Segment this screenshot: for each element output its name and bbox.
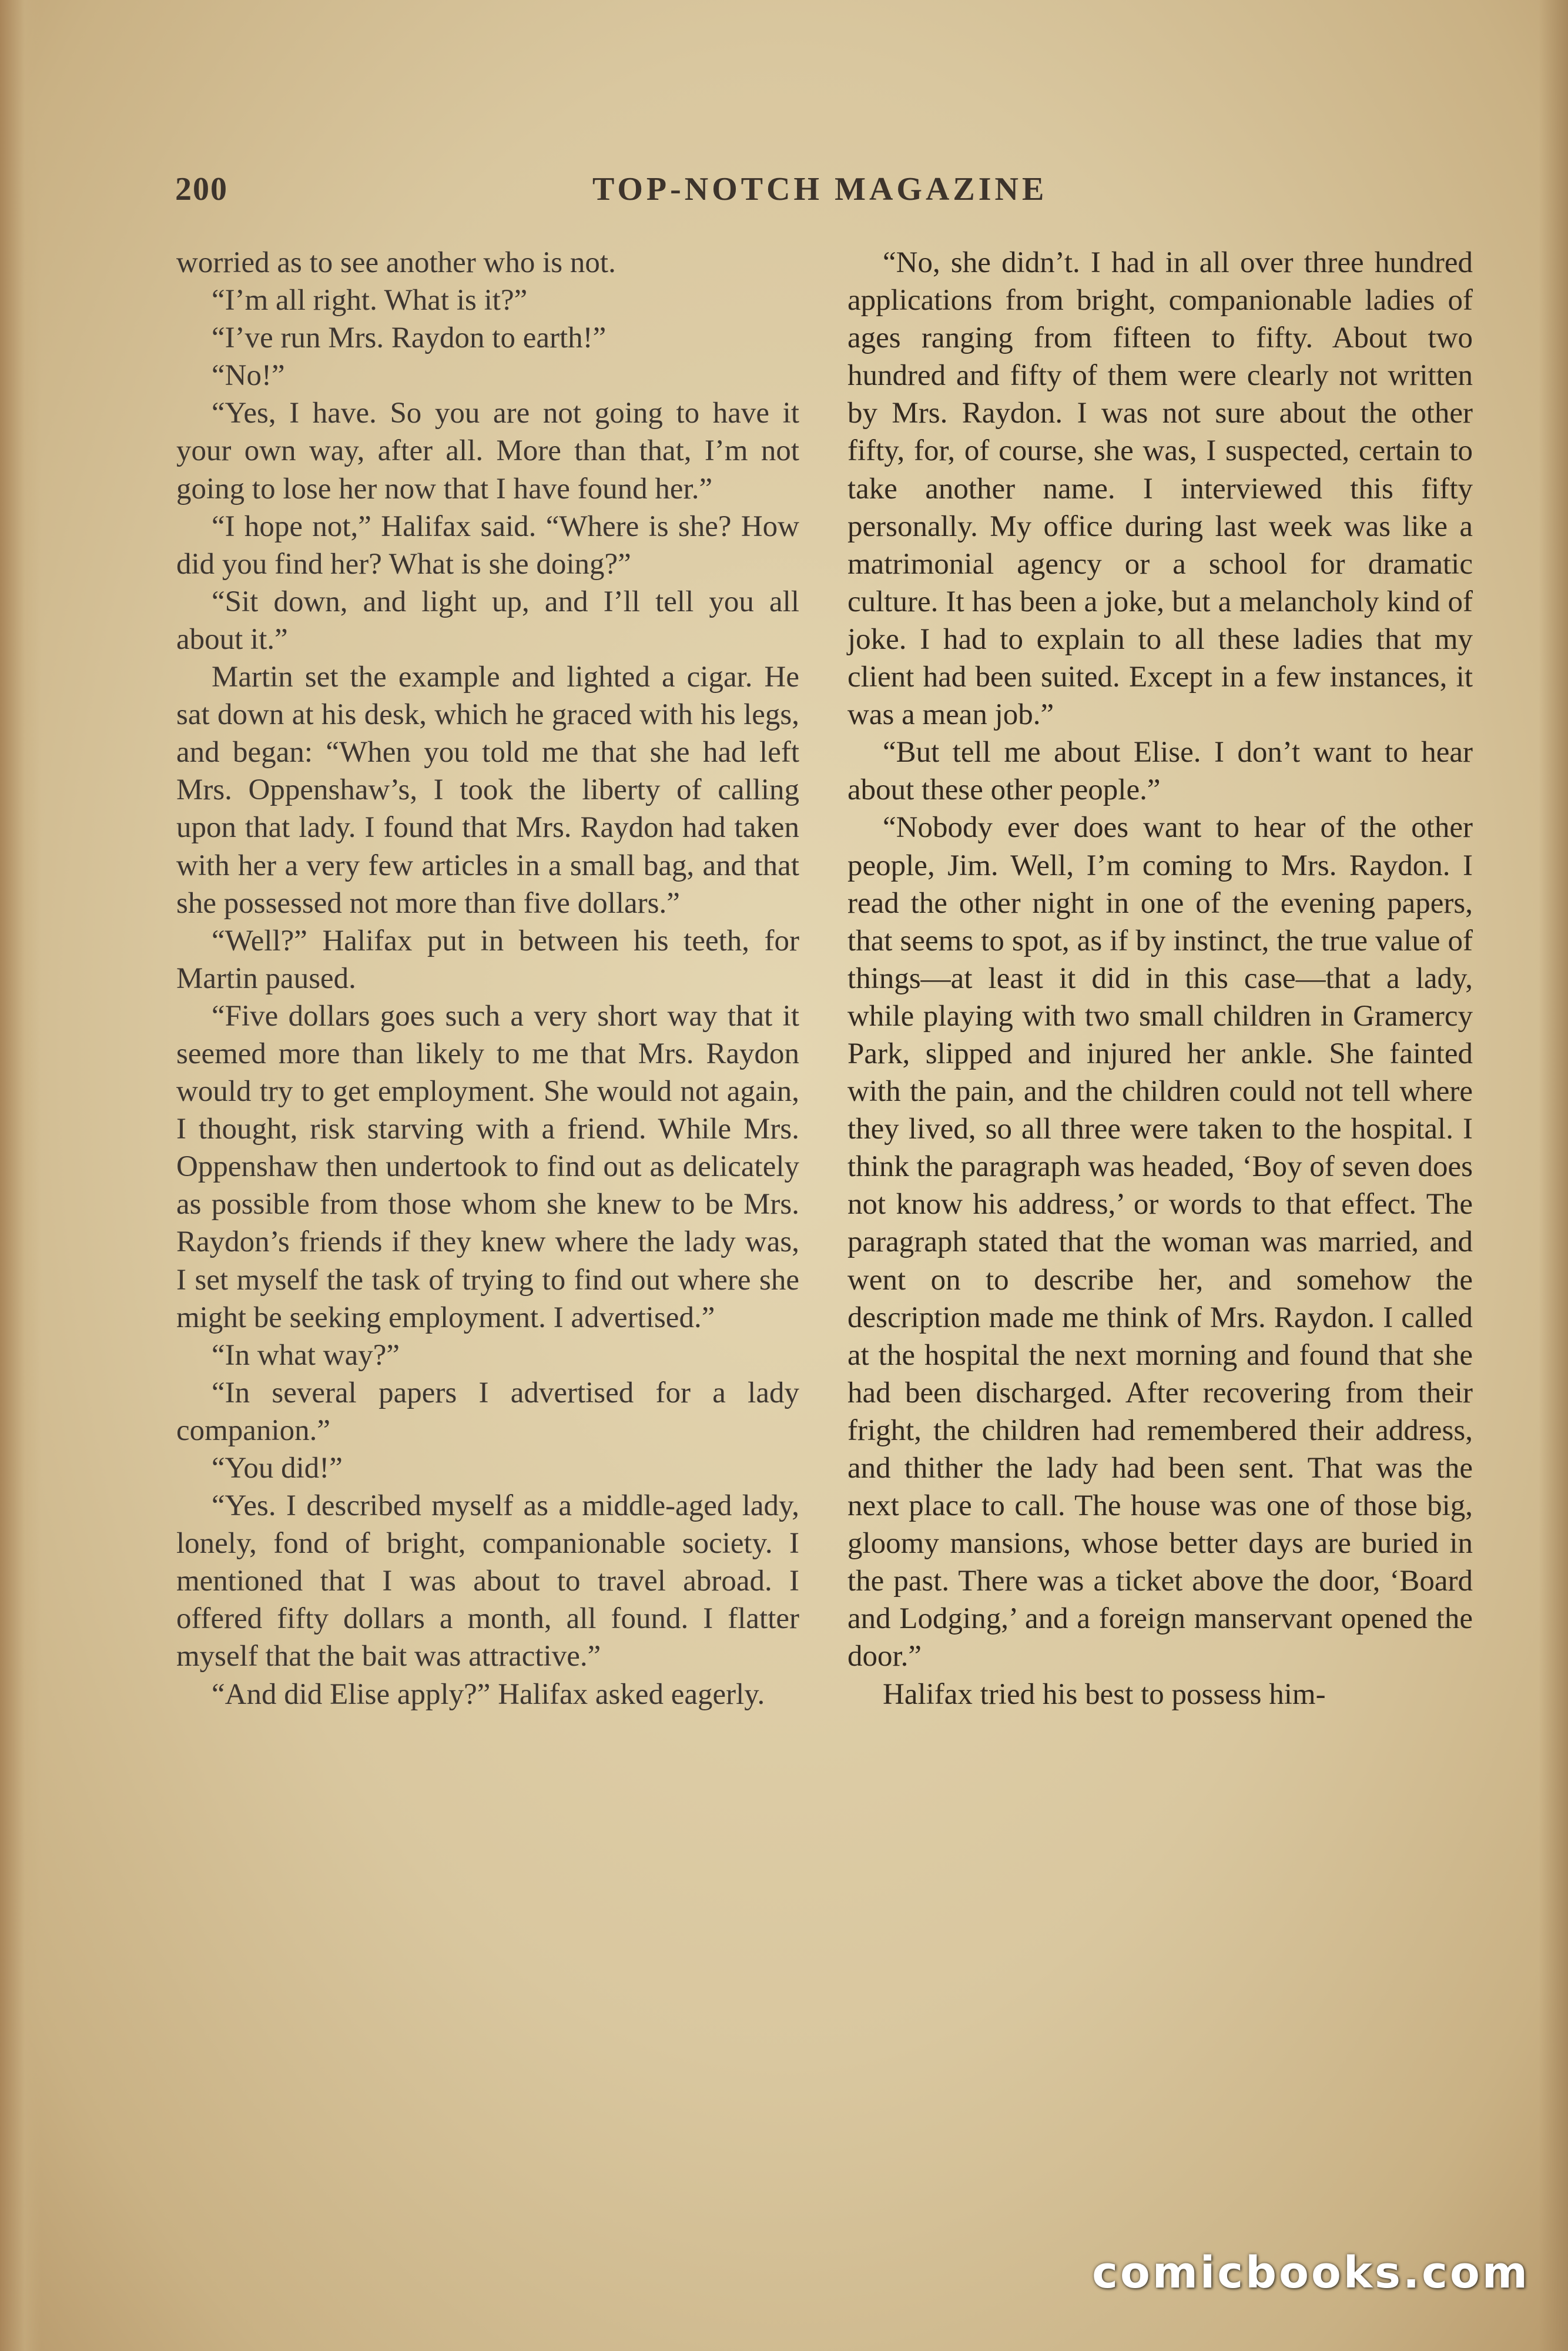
paragraph: “But tell me about Elise. I don’t want to hear about these other people.” [847, 736, 1473, 807]
right-text-column [847, 244, 1473, 1713]
page-header [175, 170, 1474, 223]
page-edge-shadow-right [1539, 0, 1568, 2351]
paragraph: “I’ve run Mrs. Raydon to earth!” [212, 321, 607, 355]
paragraph: “You did!” [212, 1452, 343, 1485]
paragraph: “Yes, I have. So you are not going to have it your own way, after all. More than that, I’m not going to lose her now that I have found her.” [176, 397, 799, 505]
paragraph: worried as to see another who is not. [176, 246, 616, 279]
paragraph: “I’m all right. What is it?” [212, 284, 528, 317]
paragraph: “I hope not,” Halifax said. “Where is she? How did you find her? What is she doing?” [176, 510, 799, 581]
paragraph: “Nobody ever does want to hear of the other people, Jim. Well, I’m coming to Mrs. Raydon. I read the other night in one of the evening papers, that seems to spot, as if by instinct, the true value of things—at least it did in this case—that a lady, while playing with two small children in Gramercy Park, slipped and injured her ankle. She fainted with the pain, and the children could not tell where they lived, so all three were taken to the hospital. I think the paragraph was headed, ‘Boy of seven does not know his address,’ or words to that effect. The paragraph stated that the woman was married, and went on to describe her, and somehow the description made me think of Mrs. Raydon. I called at the hospital the next morning and found that she had been discharged. After recovering from their fright, the children had remembered their address, and thither the lady had been sent. That was the next place to call. The house was one of those big, gloomy mansions, whose better days are buried in the past. There was a ticket above the door, ‘Board and Lodging,’ and a foreign manservant opened the door.” [847, 811, 1473, 1673]
page-edge-shadow-left [0, 0, 41, 2351]
paragraph: “In several papers I advertised for a lady companion.” [176, 1376, 799, 1447]
watermark: comicbooks.com [1092, 2248, 1530, 2298]
running-head: TOP-NOTCH MAGAZINE [592, 171, 1048, 207]
left-text-column [176, 244, 799, 1713]
paragraph: “No!” [212, 359, 285, 393]
paragraph: “Well?” Halifax put in between his teeth, for Martin paused. [176, 924, 799, 995]
paragraph: “And did Elise apply?” Halifax asked eagerly. [212, 1677, 765, 1711]
paragraph: “Five dollars goes such a very short way that it seemed more than likely to me that Mrs. Raydon would try to get employment. She would not again, I thought, risk starving with a friend. While Mrs. Oppenshaw then undertook to find out as delicately as possible from those whom she knew to be Mrs. Raydon’s friends if they knew where the lady was, I set myself the task of trying to find out where she might be seeking employment. I advertised.” [176, 999, 799, 1334]
paragraph: “Yes. I described myself as a middle-aged lady, lonely, fond of bright, companionable society. I mentioned that I was about to travel abroad. I offered fifty dollars a month, all found. I flatter myself that the bait was attractive.” [176, 1489, 799, 1673]
page-number: 200 [175, 171, 228, 207]
paragraph: “In what way?” [212, 1338, 400, 1372]
paragraph: “Sit down, and light up, and I’ll tell you all about it.” [176, 585, 799, 656]
paragraph: “No, she didn’t. I had in all over three hundred applications from bright, companionable ladies of ages ranging from fifteen to fifty. About two hundred and fifty of them were clearly not written by Mrs. Raydon. I was not sure about the other fifty, for, of course, she was, I suspected, certain to take another name. I interviewed this fifty personally. My office during last week was like a matrimonial agency or a school for dramatic culture. It has been a joke, but a melancholy kind of joke. I had to explain to all these ladies that my client had been suited. Except in a few instances, it was a mean job.” [847, 246, 1473, 732]
paragraph: Martin set the example and lighted a cigar. He sat down at his desk, which he graced with his legs, and began: “When you told me that she had left Mrs. Oppenshaw’s, I took the liberty of calling upon that lady. I found that Mrs. Raydon had taken with her a very few articles in a small bag, and that she possessed not more than five dollars.” [176, 661, 799, 920]
paragraph: Halifax tried his best to possess him- [883, 1677, 1326, 1711]
